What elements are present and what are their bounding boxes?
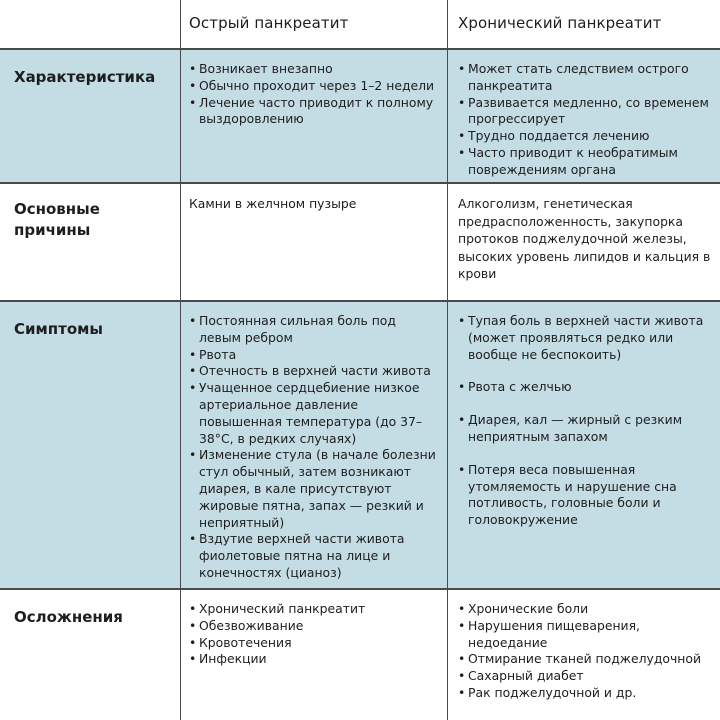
row-label-cell <box>0 49 180 183</box>
row-label-complications: Осложнения <box>14 608 123 626</box>
column-title-chronic: Хронический панкреатит <box>458 14 662 32</box>
list-item: • Трудно поддается лечению <box>458 128 714 145</box>
list-item: • Рак поджелудочной и др. <box>458 685 714 702</box>
header-chronic-cell <box>448 0 720 49</box>
chronic-list <box>458 601 714 702</box>
row-label-cell <box>0 301 180 589</box>
list-item: • Изменение стула (в начале болезни стул обычный, затем возникают диарея, в кале присутствуют жировые пятна, запах — резкий и неприятный) <box>189 447 441 531</box>
row-characteristics <box>0 49 720 183</box>
list-item: • Часто приводит к необратимым повреждениям органа <box>458 145 714 179</box>
chronic-list <box>458 313 714 529</box>
acute-cell <box>180 49 448 183</box>
list-item: • Развивается медленно, со временем прогрессирует <box>458 95 714 129</box>
chronic-cell <box>448 589 720 720</box>
row-symptoms <box>0 301 720 589</box>
row-divider <box>0 48 720 50</box>
list-item: • Рвота с желчью <box>458 379 714 396</box>
acute-cell <box>180 183 448 301</box>
acute-cell <box>180 589 448 720</box>
acute-list <box>189 601 441 668</box>
list-item: • Вздутие верхней части живота фиолетовые пятна на лице и конечностях (цианоз) <box>189 531 441 581</box>
list-item: • Возникает внезапно <box>189 61 441 78</box>
acute-list <box>189 61 441 128</box>
list-item: • Кровотечения <box>189 635 441 652</box>
list-item: • Постоянная сильная боль под левым ребром <box>189 313 441 347</box>
row-label-characteristics: Характеристика <box>14 68 156 86</box>
list-item: • Может стать следствием острого панкреатита <box>458 61 714 95</box>
row-label-symptoms: Симптомы <box>14 320 103 338</box>
row-label-cell <box>0 183 180 301</box>
chronic-causes-text: Алкоголизм, генетическая предрасположенность, закупорка протоков поджелудочной железы, высоких уровень липидов и кальция в крови <box>458 196 711 281</box>
header-empty-cell <box>0 0 180 49</box>
header-row <box>0 0 720 49</box>
acute-list <box>189 313 441 582</box>
list-item: • Отмирание тканей поджелудочной <box>458 651 714 668</box>
acute-causes-text: Камни в желчном пузыре <box>189 196 357 211</box>
acute-cell <box>180 301 448 589</box>
chronic-list <box>458 61 714 179</box>
list-item: • Рвота <box>189 347 441 364</box>
list-item: • Инфекции <box>189 651 441 668</box>
list-item: • Потеря веса повышенная утомляемость и нарушение сна потливость, головные боли и головокружение <box>458 462 714 529</box>
column-title-acute: Острый панкреатит <box>189 14 349 32</box>
list-item: • Нарушения пищеварения, недоедание <box>458 618 714 652</box>
list-item: • Обезвоживание <box>189 618 441 635</box>
list-item: • Тупая боль в верхней части живота (может проявляться редко или вообще не беспокоить) <box>458 313 714 363</box>
list-item: • Отечность в верхней части живота <box>189 363 441 380</box>
list-item: • Хронический панкреатит <box>189 601 441 618</box>
chronic-cell <box>448 183 720 301</box>
row-label-causes: Основные причины <box>14 200 100 239</box>
list-item: • Лечение часто приводит к полному выздоровлению <box>189 95 441 129</box>
chronic-cell <box>448 301 720 589</box>
row-causes <box>0 183 720 301</box>
row-divider <box>0 300 720 302</box>
list-item: • Обычно проходит через 1–2 недели <box>189 78 441 95</box>
row-complications <box>0 589 720 720</box>
list-item: • Диарея, кал — жирный с резким неприятным запахом <box>458 412 714 446</box>
list-item: • Хронические боли <box>458 601 714 618</box>
row-label-cell <box>0 589 180 720</box>
row-divider <box>0 182 720 184</box>
list-item: • Сахарный диабет <box>458 668 714 685</box>
chronic-cell <box>448 49 720 183</box>
row-divider <box>0 588 720 590</box>
header-acute-cell <box>180 0 448 49</box>
list-item: • Учащенное сердцебиение низкое артериальное давление повышенная температура (до 37–38°С, в редких случаях) <box>189 380 441 447</box>
